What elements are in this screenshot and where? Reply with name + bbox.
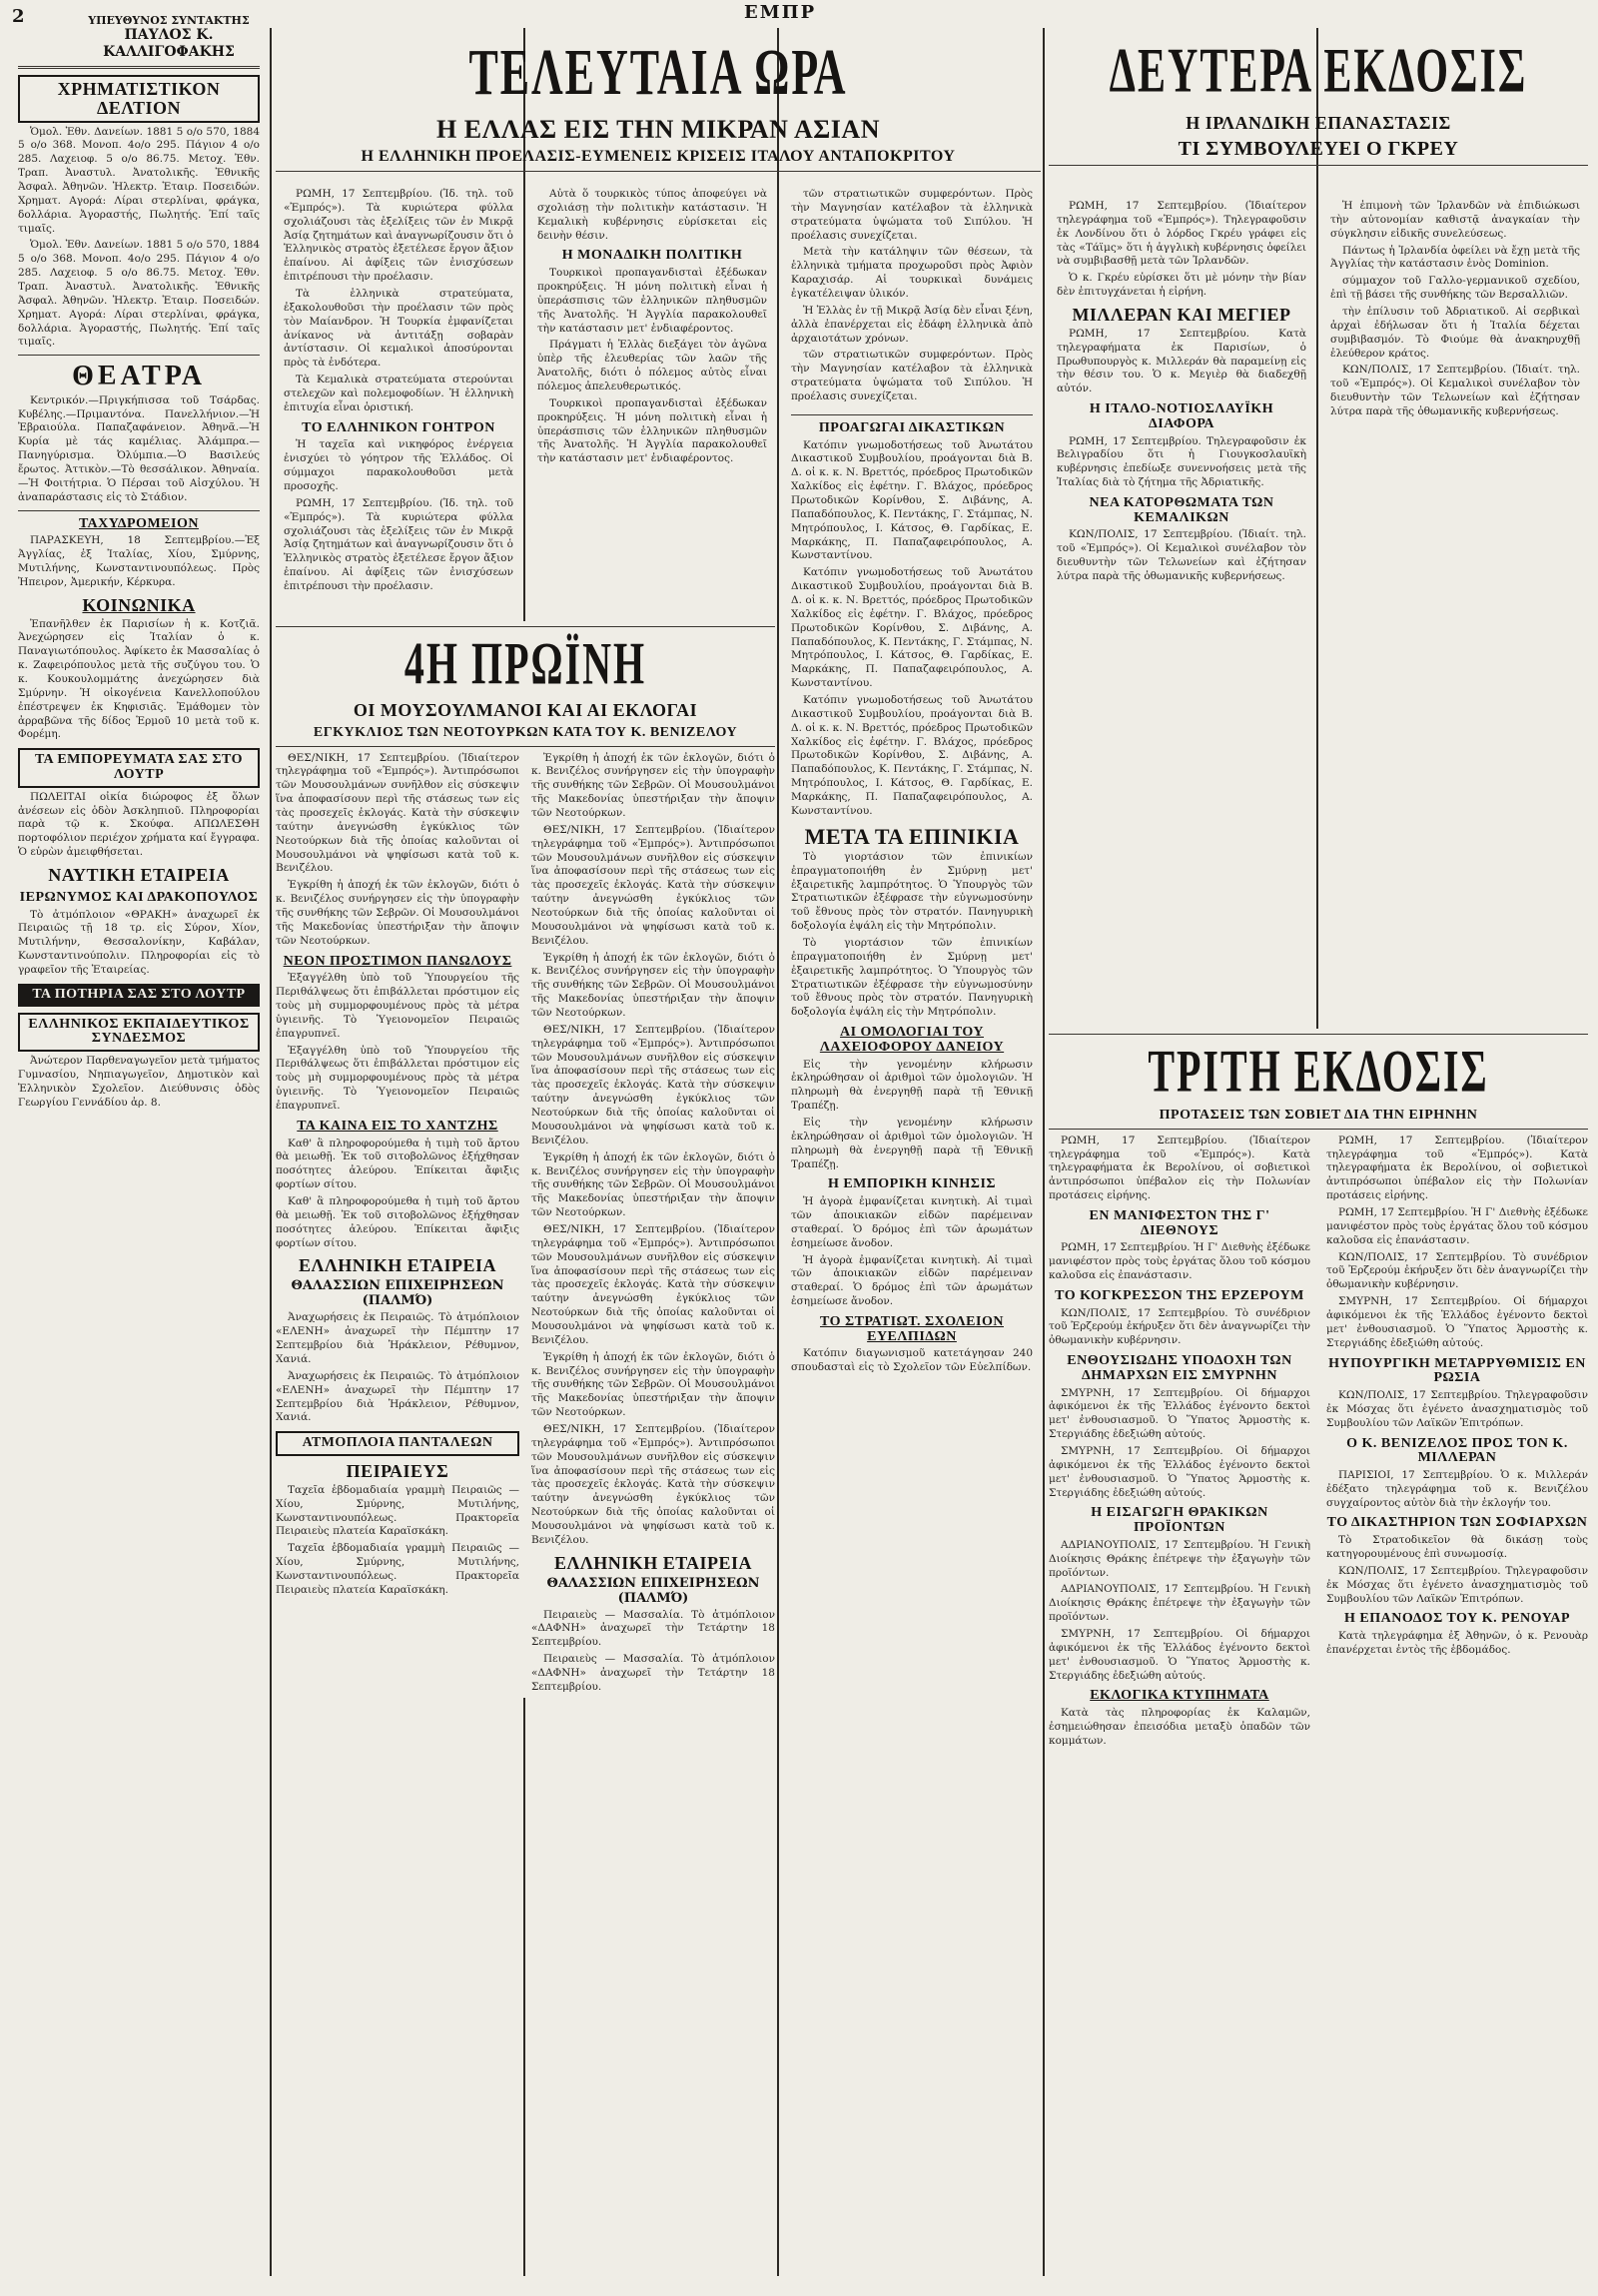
last-hour-banner bbox=[276, 28, 1041, 177]
post-text: ΠΑΡΑΣΚΕΥΗ, 18 Σεπτεμβρίου.—Ἐξ Ἀγγλίας, ἐξ Ἰταλίας, Χίου, Σμύρνης, Μυτιλήνης, Κωνσταντινουπόλεως. Πρὸς Ἠπειρον, Ἀμερικήν, Κέρκυρα. bbox=[18, 534, 260, 588]
commerce-text: Ἡ ἀγορὰ ἐμφανίζεται κινητικὴ. Αἱ τιμαὶ τῶν ἀποικιακῶν εἰδῶν παρέμειναν σταθεραί. Ὁ δρόμος ἐπὶ τῶν ἀρωμάτων ἐσημείωσε ἄνοδον. bbox=[791, 1253, 1033, 1308]
fourth-edition-text: Ἐγκρίθη ἡ ἀποχή ἐκ τῶν ἐκλογῶν, διότι ὁ κ. Βενιζέλος συνήργησεν εἰς τὴν ὑπογραφὴν τῆς συνθήκης τῶν Σεβρῶν. Οἱ Μουσουλμάνοι τῆς Μακεδονίας ὑπεστήριξαν τὴν ἄποψιν τῶν Νεοτούρκων. bbox=[276, 879, 519, 947]
shipping-text: Τὸ ἀτμόπλοιον «ΘΡΑΚΗ» ἀναχωρεῖ ἐκ Πειραιῶς τῇ 18 τρ. εἰς Σύρον, Χίον, Μυτιλήνην, Θεσσαλονίκην, Καβάλαν, Κωνσταντινούπολιν. Πληροφορίαι εἰς τὸ γραφεῖον τῆς Ἑταιρείας. bbox=[18, 908, 260, 977]
section-heading-finance: ΧΡΗΜΑΤΙΣΤΙΚΟΝ ΔΕΛΤΙΟΝ bbox=[18, 75, 260, 123]
ad-heading-education: ΕΛΛΗΝΙΚΟΣ ΕΚΠΑΙΔΕΥΤΙΚΟΣ ΣΥΝΔΕΣΜΟΣ bbox=[18, 1013, 260, 1052]
section-heading-court: ΠΡΟΑΓΩΓΑΙ ΔΙΚΑΣΤΙΚΩΝ bbox=[818, 419, 1006, 435]
divider bbox=[18, 510, 260, 511]
erzerum-text: ΚΩΝ/ΠΟΛΙΣ, 17 Σεπτεμβρίου. Τὸ συνέδριον τοῦ Ἐρζερούμ ἐκήρυξεν ὅτι δὲν ἀναγνωρίζει τὴν ὀθωμανικὴν κυβέρνησιν. bbox=[1049, 1306, 1310, 1347]
subheading-venizelos: Ο Κ. ΒΕΝΙΖΕΛΟΣ ΠΡΟΣ ΤΟΝ Κ. ΜΙΛΛΕΡΑΝ bbox=[1346, 1435, 1568, 1466]
venizelos-text: ΠΑΡΙΣΙΟΙ, 17 Σεπτεμβρίου. Ὁ κ. Μιλλεράν ἐδέξατο τηλεγράφημα τοῦ κ. Βενιζέλου συγχαίροντος αὐτὸν διὰ τὴν ἐκλογήν του. bbox=[1326, 1468, 1588, 1509]
third-edition-title: ΤΡΙΤΗ ΕΚΔΟΣΙΣ bbox=[1148, 1037, 1489, 1105]
article-text: ΡΩΜΗ, 17 Σεπτεμβρίου. (Ἰδ. τηλ. τοῦ «Ἐμπρός»). Τὰ κυριώτερα φύλλα σχολιάζουσι τὰς ἐξελίξεις τῶν ἐν Μικρᾷ Ἀσίᾳ ζητημάτων καὶ ἀναγνωρίζουσιν ὅτι ὁ Ἑλληνικὸς στρατὸς ἐξετέλεσε ἔργον ἄξιον ἐπαίνου. Αἱ ἀφίξεις τῶν ἐνισχύσεων ἐπιτρέπουσι τὴν προέλασιν. bbox=[284, 496, 513, 593]
ad-heading-greek-company-2: ΕΛΛΗΝΙΚΗ ΕΤΑΙΡΕΙΑ bbox=[553, 1552, 753, 1573]
divider bbox=[1049, 1034, 1588, 1035]
thrace-text: ΑΔΡΙΑΝΟΥΠΟΛΙΣ, 17 Σεπτεμβρίου. Ἡ Γενικὴ Διοίκησις Θράκης ἐπέτρεψε τὴν ἐξαγωγὴν τῶν προϊόντων. bbox=[1049, 1538, 1310, 1579]
divider bbox=[276, 626, 775, 627]
editor-name: ΠΑΥΛΟΣ Κ. ΚΑΛΛΙΓΟΦΑΚΗΣ bbox=[103, 27, 235, 60]
subheading-thrace: Η ΕΙΣΑΓΩΓΗ ΘΡΑΚΙΚΩΝ ΠΡΟΪΟΝΤΩΝ bbox=[1091, 1505, 1268, 1536]
greek-company-2-text: Πειραιεὺς — Μασσαλία. Τὸ ἀτμόπλοιον «ΔΑΦΝΗ» ἀναχωρεῖ τὴν Τετάρτην 18 Σεπτεμβρίου. bbox=[531, 1653, 775, 1693]
subheading-ministry: ΗΥΠΟΥΡΓΙΚΗ ΜΕΤΑΡΡΥΘΜΙΣΙΣ ΕΝ ΡΩΣΙΑ bbox=[1328, 1355, 1586, 1386]
section-heading-theatres: ΘΕΑΤΡΑ bbox=[72, 361, 206, 392]
pantaleon-text: Ταχεῖα ἑβδομαδιαία γραμμὴ Πειραιῶς — Χίου, Σμύρνης, Μυτιλήνης, Κωνσταντινουπόλεως. Πρακτορεῖα Πειραιεὺς πλατεία Καραϊσκάκη. bbox=[276, 1483, 519, 1538]
column-rule bbox=[1043, 28, 1045, 2276]
loans-text: Εἰς τὴν γενομένην κλήρωσιν ἐκληρώθησαν οἱ ἀριθμοὶ τῶν ὁμολογιῶν. Ἡ πληρωμὴ θὰ ἐνεργηθῇ παρὰ τῇ Ἐθνικῇ Τραπέζῃ. bbox=[791, 1058, 1033, 1113]
fourth-edition-title: 4Η ΠΡΩΪΝΗ bbox=[403, 629, 647, 697]
theatres-text: Κεντρικόν.—Πριγκήπισσα τοῦ Τσάρδας. Κυβέλης.—Πριμαντόνα. Πανελλήνιον.—Ἡ Ἐβραιούλα. Παπαζαφάνειον. Ἀθηνᾶ.—Ἡ Κυρία μὲ τάς καμέλιας. Ἀλάμπρα.—Πανηγύρισμα. Ὀλύμπια.—Ὁ Βασιλεύς ἔρωτος. Ἀττικὸν.—Τὸ θεσσάλικον. Ἀθηναία.—Ἡ Φοιτήτρια. Ὁ Πέρσαι τοῦ Αἰσχύλου. Ἡ ἀναπαράστασις εἰς τὸ Στάδιον. bbox=[18, 393, 260, 503]
article-text: Πράγματι ἡ Ἑλλὰς διεξάγει τὸν ἀγῶνα ὑπὲρ τῆς ἐλευθερίας τῶν λαῶν τῆς Ἀνατολῆς, διότι ὁ πόλεμος αὐτὸς εἶναι πόλεμος ἀπελευθερωτικός. bbox=[537, 339, 767, 392]
fourth-edition-text: ΘΕΣ/ΝΙΚΗ, 17 Σεπτεμβρίου. (Ἰδιαίτερον τηλεγράφημα τοῦ «Ἐμπρός»). Ἀντιπρόσωποι τῶν Μουσουλμάνων συνῆλθον εἰς σύσκεψιν ἵνα ἀποφασίσουν περὶ τῆς στάσεως των εἰς τὰς προσεχεῖς ἐκλογάς. Κατὰ τὴν σύσκεψιν ταύτην ἀνεγνώσθη ἐγκύκλιος τῶν Νεοτούρκων διὰ τῆς ὁποίας καλοῦνται οἱ Μουσουλμάνοι νὰ ψηφίσωσι κατὰ τοῦ κ. Βενιζέλου. bbox=[531, 1023, 775, 1147]
divider bbox=[18, 355, 260, 356]
banner-headline-asia: Η ΕΛΛΑΣ ΕΙΣ ΤΗΝ ΜΙΚΡΑΝ ΑΣΙΑΝ bbox=[436, 115, 880, 145]
article-text: Τουρκικοὶ προπαγανδισταὶ ἐξέδωκαν προκηρύξεις. Ἡ μόνη πολιτικὴ εἶναι ἡ ὑπεράσπισις τῶν ἑλληνικῶν πληθυσμῶν τῆς Ἀνατολῆς. Ἡ Ἀγγλία παρακολουθεῖ τὴν κατάστασιν μετ' ἐνδιαφέροντος. bbox=[537, 267, 767, 335]
pantaleon-text: Ταχεῖα ἑβδομαδιαία γραμμὴ Πειραιῶς — Χίου, Σμύρνης, Μυτιλήνης, Κωνσταντινουπόλεως. Πρακτορεῖα Πειραιεὺς πλατεία Καραϊσκάκη. bbox=[276, 1542, 519, 1596]
article-text: τῶν στρατιωτικῶν συμφερόντων. Πρὸς τὴν Μαγνησίαν κατέλαβον τὰ ἑλληνικὰ στρατεύματα ὑψώματα τοῦ Σιπύλου. Ἡ προέλασις συνεχίζεται. bbox=[791, 188, 1033, 242]
column-5 bbox=[1047, 200, 1316, 1019]
smyrna-text: ΣΜΥΡΝΗ, 17 Σεπτεμβρίου. Οἱ δήμαρχοι ἀφικόμενοι ἐκ τῆς Ἑλλάδος ἐγένοντο δεκτοὶ μετ' ἐνθουσιασμοῦ. Ὁ Ὕπατος Ἁρμοστὴς κ. Στεργιάδης ἐδεξιώθη αὐτούς. bbox=[1049, 1627, 1310, 1682]
fourth-edition-block bbox=[276, 621, 775, 1698]
ad-subheading-greek-company: ΘΑΛΑΣΣΙΩΝ ΕΠΙΧΕΙΡΗΣΕΩΝ (ΠΑΛΜΌ) bbox=[291, 1278, 504, 1309]
fourth-edition-text: ΘΕΣ/ΝΙΚΗ, 17 Σεπτεμβρίου. (Ἰδιαίτερον τηλεγράφημα τοῦ «Ἐμπρός»). Ἀντιπρόσωποι τῶν Μουσουλμάνων συνῆλθον εἰς σύσκεψιν ἵνα ἀποφασίσουν περὶ τῆς στάσεως των εἰς τὰς προσεχεῖς ἐκλογάς. Κατὰ τὴν σύσκεψιν ταύτην ἀνεγνώσθη ἐγκύκλιος τῶν Νεοτούρκων διὰ τῆς ὁποίας καλοῦνται οἱ Μουσουλμάνοι νὰ ψηφίσωσι κατὰ τοῦ κ. Βενιζέλου. bbox=[276, 751, 519, 875]
article-text: Ἡ ἐπιμονὴ τῶν Ἰρλανδῶν νὰ ἐπιδιώκωσι τὴν αὐτονομίαν καθιστᾷ ἀναγκαίαν τὴν σύγκλησιν εἰδικῆς συνελεύσεως. bbox=[1330, 200, 1580, 240]
erzerum-text: ΚΩΝ/ΠΟΛΙΣ, 17 Σεπτεμβρίου. Τὸ συνέδριον τοῦ Ἐρζερούμ ἐκήρυξεν ὅτι δὲν ἀναγνωρίζει τὴν ὀθωμανικὴν κυβέρνησιν. bbox=[1326, 1250, 1588, 1291]
election-text: Κατὰ τὰς πληροφορίας ἐκ Καλαμῶν, ἐσημειώθησαν ἐπεισόδια μεταξὺ ὀπαδῶν τῶν κομμάτων. bbox=[1049, 1707, 1310, 1747]
section-heading-loans: ΑΙ ΟΜΟΛΟΓΙΑΙ ΤΟΥ ΛΑΧΕΙΟΦΟΡΟΥ ΔΑΝΕΙΟΥ bbox=[819, 1025, 1005, 1055]
manifesto-text: ΡΩΜΗ, 17 Σεπτεμβρίου. Ἡ Γ' Διεθνὴς ἐξέδωκε μανιφέστον πρὸς τοὺς ἐργάτας ὅλου τοῦ κόσμου καλοῦσα εἰς ἐπανάστασιν. bbox=[1049, 1241, 1310, 1282]
court-text: Κατόπιν γνωμοδοτήσεως τοῦ Ἀνωτάτου Δικαστικοῦ Συμβουλίου, προάγονται διὰ Β. Δ. οἱ κ. κ. Ν. Βρεττός, πρόεδρος Πρωτοδικῶν Χαλκίδος εἰς ἐφέτην. Γ. Βλάχος, πρόεδρος Πρωτοδικῶν Κορίνθου, Σ. Διβάνης, Α. Παπαδόπουλος, Κ. Πεντάκης, Γ. Στάμπας, Ν. Μητρόπουλος, Ι. Κάτσος, Θ. Γαρδίκας, Ε. Μαρκάκης, Π. Παπαζαφειρόπουλος, Α. Κωνσταντίνου. bbox=[791, 694, 1034, 817]
army-text: Κατόπιν διαγωνισμοῦ κατετάγησαν 240 σπουδασταὶ εἰς τὸ Σχολεῖον τῶν Εὐελπίδων. bbox=[791, 1347, 1033, 1374]
column-rule bbox=[270, 28, 272, 2276]
subheading-italo: Η ΙΤΑΛΟ-ΝΟΤΙΟΣΛΑΥΪΚΗ ΔΙΑΦΟΡΑ bbox=[1089, 401, 1274, 431]
divider bbox=[1049, 165, 1588, 166]
fourth-edition-headline: ΟΙ ΜΟΥΣΟΥΛΜΑΝΟΙ ΚΑΙ ΑΙ ΕΚΛΟΓΑΙ bbox=[353, 700, 698, 720]
column-1 bbox=[8, 14, 270, 2276]
ad-heading-greek-company: ΕΛΛΗΝΙΚΗ ΕΤΑΙΡΕΙΑ bbox=[298, 1255, 497, 1276]
renouard-text: Κατὰ τηλεγράφημα ἐξ Ἀθηνῶν, ὁ κ. Ρενουὰρ ἐπανέρχεται ἐντὸς τῆς ἑβδομάδος. bbox=[1326, 1630, 1588, 1657]
court-text: Κατόπιν γνωμοδοτήσεως τοῦ Ἀνωτάτου Δικαστικοῦ Συμβουλίου, προάγονται διὰ Β. Δ. οἱ κ. κ. Ν. Βρεττός, πρόεδρος Πρωτοδικῶν Χαλκίδος εἰς ἐφέτην. Γ. Βλάχος, πρόεδρος Πρωτοδικῶν Κορίνθου, Σ. Διβάνης, Α. Παπαδόπουλος, Κ. Πεντάκης, Γ. Στάμπας, Ν. Μητρόπουλος, Ι. Κάτσος, Θ. Γαρδίκας, Ε. Μαρκάκης, Π. Παπαζαφειρόπουλος, Α. Κωνσταντίνου. bbox=[791, 566, 1034, 690]
fourth-edition-text: ΘΕΣ/ΝΙΚΗ, 17 Σεπτεμβρίου. (Ἰδιαίτερον τηλεγράφημα τοῦ «Ἐμπρός»). Ἀντιπρόσωποι τῶν Μουσουλμάνων συνῆλθον εἰς σύσκεψιν ἵνα ἀποφασίσουν περὶ τῆς στάσεως των εἰς τὰς προσεχεῖς ἐκλογάς. Κατὰ τὴν σύσκεψιν ταύτην ἀνεγνώσθη ἐγκύκλιος τῶν Νεοτούρκων διὰ τῆς ὁποίας καλοῦνται οἱ Μουσουλμάνοι νὰ ψηφίσωσι κατὰ τοῦ κ. Βενιζέλου. bbox=[531, 1222, 775, 1346]
fourth-edition-text: Ἐγκρίθη ἡ ἀποχή ἐκ τῶν ἐκλογῶν, διότι ὁ κ. Βενιζέλος συνήργησεν εἰς τὴν ὑπογραφὴν τῆς συνθήκης τῶν Σεβρῶν. Οἱ Μουσουλμάνοι τῆς Μακεδονίας ὑπεστήριξαν τὴν ἄποψιν τῶν Νεοτούρκων. bbox=[531, 1150, 775, 1219]
column-6 bbox=[1320, 200, 1590, 1019]
bread-text: Καθ' ἃ πληροφορούμεθα ἡ τιμὴ τοῦ ἄρτου θὰ μειωθῇ. Ἐκ τοῦ σιτοβολῶνος ἐξήχθησαν ποσότητες ἀλεύρου. Ἐπίκειται ἄφιξις φορτίων σίτου. bbox=[276, 1137, 519, 1191]
second-edition-banner bbox=[1049, 28, 1588, 171]
ad-heading-shipping-owners: ΙΕΡΩΝΥΜΟΣ ΚΑΙ ΔΡΑΚΟΠΟΥΛΟΣ bbox=[19, 889, 259, 905]
divider bbox=[18, 66, 260, 69]
article-text: τῶν στρατιωτικῶν συμφερόντων. Πρὸς τὴν Μαγνησίαν κατέλαβον τὰ ἑλληνικὰ στρατεύματα ὑψώματα τοῦ Σιπύλου. Ἡ προέλασις συνεχίζεται. bbox=[791, 349, 1033, 403]
kemal-text: ΚΩΝ/ΠΟΛΙΣ, 17 Σεπτεμβρίου. (Ἰδιαίτ. τηλ. τοῦ «Ἐμπρός»). Οἱ Κεμαλικοὶ συνέλαβον τὸν διευθυντὴν τῶν Τελωνείων καὶ ἐζήτησαν λύτρα παρὰ τῆς ὀθωμανικῆς κυβερνήσεως. bbox=[1330, 364, 1580, 418]
article-text: Τουρκικοὶ προπαγανδισταὶ ἐξέδωκαν προκηρύξεις. Ἡ μόνη πολιτικὴ εἶναι ἡ ὑπεράσπισις τῶν ἑλληνικῶν πληθυσμῶν τῆς Ἀνατολῆς. Ἡ Ἀγγλία παρακολουθεῖ τὴν κατάστασιν μετ' ἐνδιαφέροντος. bbox=[537, 396, 767, 465]
sanitary-text: Ἐξαγγέλθη ὑπὸ τοῦ Ὑπουργείου τῆς Περιθάλψεως ὅτι ἐπιβάλλεται πρόστιμον εἰς τοὺς μὴ συμμορφουμένους πρὸς τὰ μέτρα ὑγιεινῆς. Τὸ Ὑγειονομεῖον Πειραιῶς ἐπαγρυπνεῖ. bbox=[276, 1044, 519, 1113]
subheading-election: ΕΚΛΟΓΙΚΑ ΚΤΥΠΗΜΑΤΑ bbox=[1090, 1688, 1269, 1704]
article-text: Ἡ Ἑλλὰς ἐν τῇ Μικρᾷ Ἀσίᾳ δὲν εἶναι ξένη, ἀλλὰ ἐπανέρχεται εἰς ἐδάφη ἑλληνικὰ ἀπὸ ἀρχαιοτάτων χρόνων. bbox=[791, 304, 1033, 345]
editor-label: ΥΠΕΥΘΥΝΟΣ ΣΥΝΤΑΚΤΗΣ bbox=[88, 14, 250, 27]
article-text: ΡΩΜΗ, 17 Σεπτεμβρίου. (Ἰδιαίτερον τηλεγράφημα τοῦ «Ἐμπρός»). Τηλεγραφοῦσιν ἐκ Λονδίνου ὅτι ὁ λόρδος Γκρέυ γράφει εἰς τὰς «Τάϊμς» ὅτι ἡ ἀγγλικὴ κυβέρνησις ὀφείλει νὰ συμβιβασθῇ μετὰ τῶν Ἰρλανδῶν. bbox=[1057, 200, 1306, 268]
greek-company-2-text: Πειραιεὺς — Μασσαλία. Τὸ ἀτμόπλοιον «ΔΑΦΝΗ» ἀναχωρεῖ τὴν Τετάρτην 18 Σεπτεμβρίου. bbox=[531, 1608, 775, 1649]
article-text: ΡΩΜΗ, 17 Σεπτεμβρίου. Τηλεγραφοῦσιν ἐκ Βελιγραδίου ὅτι ἡ Γιουγκοσλαυϊκὴ κυβέρνησις ἐπεδίωξε συνεννοήσεις μετὰ τῆς Ἰταλίας διὰ τὸ ζήτημα τῆς Ἀδριατικῆς. bbox=[1057, 434, 1306, 489]
court-text: Κατόπιν γνωμοδοτήσεως τοῦ Ἀνωτάτου Δικαστικοῦ Συμβουλίου, προάγονται διὰ Β. Δ. οἱ κ. κ. Ν. Βρεττός, πρόεδρος Πρωτοδικῶν Χαλκίδος εἰς ἐφέτην. Γ. Βλάχος, πρόεδρος Πρωτοδικῶν Κορίνθου, Σ. Διβάνης, Α. Παπαδόπουλος, Κ. Πεντάκης, Γ. Στάμπας, Ν. Μητρόπουλος, Ι. Κάτσος, Θ. Γαρδίκας, Ε. Μαρκάκης, Π. Παπαζαφειρόπουλος, Α. Κωνσταντίνου. bbox=[791, 438, 1034, 562]
page-number: 2 bbox=[12, 6, 25, 27]
article-text: σύμμαχον τοῦ Γαλλο-γερμανικοῦ σχεδίου, ἐπὶ τῇ βάσει τῆς συνθήκης τῶν Βερσαλλιῶν. bbox=[1330, 275, 1580, 302]
fourth-edition-text: Ἐγκρίθη ἡ ἀποχή ἐκ τῶν ἐκλογῶν, διότι ὁ κ. Βενιζέλος συνήργησεν εἰς τὴν ὑπογραφὴν τῆς συνθήκης τῶν Σεβρῶν. Οἱ Μουσουλμάνοι τῆς Μακεδονίας ὑπεστήριξαν τὴν ἄποψιν τῶν Νεοτούρκων. bbox=[531, 951, 775, 1020]
ministry-text: ΚΩΝ/ΠΟΛΙΣ, 17 Σεπτεμβρίου. Τηλεγραφοῦσιν ἐκ Μόσχας ὅτι ἐγένετο ἀνασχηματισμὸς τοῦ Συμβουλίου τῶν Λαϊκῶν Ἐπιτρόπων. bbox=[1326, 1388, 1588, 1429]
subheading-renouard: Η ΕΠΑΝΟΔΟΣ ΤΟΥ Κ. ΡΕΝΟΥΑΡ bbox=[1343, 1611, 1571, 1627]
social-text: Ἐπανῆλθεν ἐκ Παρισίων ἡ κ. Κοτζιᾶ. Ἀνεχώρησεν εἰς Ἰταλίαν ὁ κ. Παναγιωτόπουλος. Ἀφίκετο ἐκ Μασσαλίας ὁ κ. Ζαφειρόπουλος μετὰ τῆς συζύγου του. Ὁ κ. Κουκουλομμάτης ἀνεχώρησεν διὰ Σμύρνην. Ἡ οἰκογένεια Κανελλοπούλου ἐπέστρεψεν ἐκ Κηφισιᾶς. Ἐμάθομεν τὸν ἀρραβῶνα τῆς δίδος Ἑρμοῦ 10 μετὰ τοῦ κ. Φορέμη. bbox=[18, 617, 260, 741]
section-heading-commerce: Η ΕΜΠΟΡΙΚΗ ΚΙΝΗΣΙΣ bbox=[827, 1176, 997, 1192]
fourth-edition-text: Ἐγκρίθη ἡ ἀποχή ἐκ τῶν ἐκλογῶν, διότι ὁ κ. Βενιζέλος συνήργησεν εἰς τὴν ὑπογραφὴν τῆς συνθήκης τῶν Σεβρῶν. Οἱ Μουσουλμάνοι τῆς Μακεδονίας ὑπεστήριξαν τὴν ἄποψιν τῶν Νεοτούρκων. bbox=[531, 1350, 775, 1419]
ad-heading-loutra-glasses: ΤΑ ΠΟΤΗΡΙΑ ΣΑΣ ΣΤΟ ΛΟΥΤΡ bbox=[18, 984, 260, 1007]
subheading-policy: Η ΜΟΝΑΔΙΚΗ ΠΟΛΙΤΙΚΗ bbox=[561, 248, 743, 264]
column-3 bbox=[527, 188, 777, 617]
kemal-text: ΚΩΝ/ΠΟΛΙΣ, 17 Σεπτεμβρίου. (Ἰδιαίτ. τηλ. τοῦ «Ἐμπρός»). Οἱ Κεμαλικοὶ συνέλαβον τὸν διευθυντὴν τῶν Τελωνείων καὶ ἐζήτησαν λύτρα παρὰ τῆς ὀθωμανικῆς κυβερνήσεως. bbox=[1057, 528, 1306, 582]
article-text: τὴν ἐπίλυσιν τοῦ Ἀδριατικοῦ. Αἱ σερβικαὶ ἀρχαὶ ἐδήλωσαν ὅτι ἡ Ἰταλία δέχεται συμβιβασμόν. Τὸ Φιούμε θὰ ἀνακηρυχθῇ ἐλεύθερον κράτος. bbox=[1330, 306, 1580, 360]
divider bbox=[791, 414, 1033, 415]
third-edition-text: ΡΩΜΗ, 17 Σεπτεμβρίου. (Ἰδιαίτερον τηλεγράφημα τοῦ «Ἐμπρός»). Κατὰ τηλεγραφήματα ἐκ Βερολίνου, οἱ σοβιετικοὶ ἀντιπρόσωποι ὑπέβαλον εἰς τὴν Πολωνίαν προτάσεις εἰρήνης. bbox=[1326, 1134, 1588, 1202]
ad-heading-pantaleon: ΑΤΜΟΠΛΟΙΑ ΠΑΝΤΑΛΕΩΝ bbox=[276, 1431, 519, 1456]
article-text: ΡΩΜΗ, 17 Σεπτεμβρίου. (Ἰδ. τηλ. τοῦ «Ἐμπρός»). Τὰ κυριώτερα φύλλα σχολιάζουσι τὰς ἐξελίξεις τῶν ἐν Μικρᾷ Ἀσίᾳ ζητημάτων καὶ ἀναγνωρίζουσιν ὅτι ὁ Ἑλληνικὸς στρατὸς ἐξετέλεσε ἔργον ἄξιον ἐπαίνου. Αἱ ἀφίξεις τῶν ἐνισχύσεων ἐπιτρέπουσι τὴν προέλασιν. bbox=[284, 188, 513, 284]
bread-text: Καθ' ἃ πληροφορούμεθα ἡ τιμὴ τοῦ ἄρτου θὰ μειωθῇ. Ἐκ τοῦ σιτοβολῶνος ἐξήχθησαν ποσότητες ἀλεύρου. Ἐπίκειται ἄφιξις φορτίων σίτου. bbox=[276, 1195, 519, 1249]
divider bbox=[276, 171, 1041, 172]
editor-box bbox=[78, 14, 260, 61]
article-text: Αὐτὰ ὅ τουρκικὸς τύπος ἀποφεύγει νὰ σχολιάσῃ τὴν πολιτικὴν κατάστασιν. Ἡ Κεμαλικὴ κυβέρνησις εὑρίσκεται εἰς δεινὴν θέσιν. bbox=[537, 188, 767, 242]
article-text: Πάντως ἡ Ἰρλανδία ὀφείλει νὰ ἔχῃ μετὰ τῆς Ἀγγλίας τὴν κατάστασιν ἑνὸς Dominion. bbox=[1330, 244, 1580, 271]
fourth-edition-text: ΘΕΣ/ΝΙΚΗ, 17 Σεπτεμβρίου. (Ἰδιαίτερον τηλεγράφημα τοῦ «Ἐμπρός»). Ἀντιπρόσωποι τῶν Μουσουλμάνων συνῆλθον εἰς σύσκεψιν ἵνα ἀποφασίσουν περὶ τῆς στάσεως των εἰς τὰς προσεχεῖς ἐκλογάς. Κατὰ τὴν σύσκεψιν ταύτην ἀνεγνώσθη ἐγκύκλιος τῶν Νεοτούρκων διὰ τῆς ὁποίας καλοῦνται οἱ Μουσουλμάνοι νὰ ψηφίσωσι κατὰ τοῦ κ. Βενιζέλου. bbox=[531, 1422, 775, 1546]
third-edition-block bbox=[1049, 1029, 1588, 2276]
commerce-text: Ἡ ἀγορὰ ἐμφανίζεται κινητικὴ. Αἱ τιμαὶ τῶν ἀποικιακῶν εἰδῶν παρέμειναν σταθεραί. Ὁ δρόμος ἐπὶ τῶν ἀρωμάτων ἐσημείωσε ἄνοδον. bbox=[791, 1195, 1033, 1249]
section-heading-post: ΤΑΧΥΔΡΟΜΕΙΟΝ bbox=[79, 515, 199, 531]
subheading-smyrna: ΕΝΘΟΥΣΙΩΔΗΣ ΥΠΟΔΟΧΗ ΤΩΝ ΔΗΜΑΡΧΩΝ ΕΙΣ ΣΜΥΡΝΗΝ bbox=[1067, 1353, 1292, 1383]
third-edition-text: ΡΩΜΗ, 17 Σεπτεμβρίου. (Ἰδιαίτερον τηλεγράφημα τοῦ «Ἐμπρός»). Κατὰ τηλεγραφήματα ἐκ Βερολίνου, οἱ σοβιετικοὶ ἀντιπρόσωποι ὑπέβαλον εἰς τὴν Πολωνίαν προτάσεις εἰρήνης. bbox=[1049, 1134, 1310, 1202]
article-text: Τὰ ἑλληνικὰ στρατεύματα, ἐξακολουθοῦσι τὴν προέλασιν τῶν πρὸς τὸν Μαίανδρον. Ἡ Τουρκία ἐμφανίζεται ἀνίκανος νὰ ἀντιτάξῃ σοβαρὰν ἀντίστασιν. Οἱ κεμαλικοὶ ἀποσύρονται πρὸς τὰ ἐνδότερα. bbox=[284, 288, 513, 370]
subheading-bread: ΤΑ ΚΑΙΝΑ ΕΙΣ ΤΟ ΧΑΝΤΖΗΣ bbox=[297, 1118, 498, 1134]
education-text: Ἀνώτερον Παρθεναγωγεῖον μετὰ τμήματος Γυμνασίου, Νηπιαγωγεῖον, Δημοτικὸν καὶ Ἑλληνικὸν Σχολεῖον. Διεύθυνσις ὁδὸς Γεωργίου Γεννάδίου ἀρ. 8. bbox=[18, 1054, 260, 1109]
article-text: Τὰ Κεμαλικὰ στρατεύματα στερούνται στελεχῶν καὶ πολεμοφοδίων. Ἡ ἑλληνικὴ ἐπιτυχία εἶναι ὁριστική. bbox=[284, 374, 513, 413]
subheading-kemalists: ΝΕΑ ΚΑΤΟΡΘΩΜΑΤΑ ΤΩΝ ΚΕΜΑΛΙΚΩΝ bbox=[1089, 495, 1274, 525]
banner-headline-advance: Η ΕΛΛΗΝΙΚΗ ΠΡΟΕΛΑΣΙΣ-ΕΥΜΕΝΕΙΣ ΚΡΙΣΕΙΣ ΙΤΑΛΟΥ ΑΝΤΑΠΟΚΡΙΤΟΥ bbox=[361, 148, 956, 166]
ad-heading-loutra: ΤΑ ΕΜΠΟΡΕΥΜΑΤΑ ΣΑΣ ΣΤΟ ΛΟΥΤΡ bbox=[18, 748, 260, 787]
victories-text: Τὸ γιορτάσιον τῶν ἐπινικίων ἐπραγματοποιήθη ἐν Σμύρνῃ μετ' ἐξαιρετικῆς λαμπρότητος. Ὁ Ὑπουργὸς τῶν Στρατιωτικῶν ἐξέφρασε τὴν εὐγνωμοσύνην τοῦ ἔθνους πρὸς τὸν στρατόν. Πανηγυρικὴ δοξολογία ἐψάλη εἰς τὴν Μητρόπολιν. bbox=[791, 937, 1033, 1019]
subheading-prestige: ΤΟ ΕΛΛΗΝΙΚΟΝ ΓΟΗΤΡΟΝ bbox=[302, 419, 495, 435]
smyrna-text: ΣΜΥΡΝΗ, 17 Σεπτεμβρίου. Οἱ δήμαρχοι ἀφικόμενοι ἐκ τῆς Ἑλλάδος ἐγένοντο δεκτοὶ μετ' ἐνθουσιασμοῦ. Ὁ Ὕπατος Ἁρμοστὴς κ. Στεργιάδης ἐδεξιώθη αὐτούς. bbox=[1326, 1295, 1588, 1349]
second-edition-subheadline: ΤΙ ΣΥΜΒΟΥΛΕΥΕΙ Ο ΓΚΡΕΥ bbox=[1178, 137, 1459, 160]
victories-text: Τὸ γιορτάσιον τῶν ἐπινικίων ἐπραγματοποιήθη ἐν Σμύρνῃ μετ' ἐξαιρετικῆς λαμπρότητος. Ὁ Ὑπουργὸς τῶν Στρατιωτικῶν ἐξέφρασε τὴν εὐγνωμοσύνην τοῦ ἔθνους πρὸς τὸν στρατόν. Πανηγυρικὴ δοξολογία ἐψάλη εἰς τὴν Μητρόπολιν. bbox=[791, 850, 1033, 933]
finance-text: Ὁμολ. Ἐθν. Δανείων. 1881 5 ο/ο 570, 1884 5 ο/ο 368. Μονοπ. 4ο/ο 295. Πάγιον 4 ο/ο 285. Λαχειοφ. 5 ο/ο 86.75. Μετοχ. Ἐθν. Τραπ. Ἀναστυλ. Ἀνατολικῆς. Ἐθνικῆς Ἀσφαλ. Ἀθηνῶν. Ἠλεκτρ. Ἑταιρ. Ποσειδών. Χρηματ. Αγορά: Λίραι στερλίναι, φράγκα, δολλάρια. Ἀγοραστής, Πωλητής. Ἐπί ταῖς τιμαῖς. bbox=[18, 125, 260, 235]
subheading-sanitary: ΝΕΟΝ ΠΡΟΣΤΙΜΟΝ ΠΑΝΩΛΟΥΣ bbox=[283, 953, 512, 969]
subheading-millerand: ΜΙΛΛΕΡΑΝ ΚΑΙ ΜΕΓΙΕΡ bbox=[1072, 305, 1291, 326]
masthead-fragment: ΕΜΠΡ bbox=[744, 2, 817, 23]
greek-company-text: Ἀναχωρήσεις ἐκ Πειραιῶς. Τὸ ἀτμόπλοιον «ΕΛΕΝΗ» ἀναχωρεῖ τὴν Πέμπτην 17 Σεπτεμβρίου διὰ Ἡράκλειον, Ρέθυμνον, Χανιά. bbox=[276, 1369, 519, 1424]
fourth-edition-text: Ἐγκρίθη ἡ ἀποχή ἐκ τῶν ἐκλογῶν, διότι ὁ κ. Βενιζέλος συνήργησεν εἰς τὴν ὑπογραφὴν τῆς συνθήκης τῶν Σεβρῶν. Οἱ Μουσουλμάνοι τῆς Μακεδονίας ὑπεστήριξαν τὴν ἄποψιν τῶν Νεοτούρκων. bbox=[531, 751, 775, 820]
loutra-text: ΠΩΛΕΙΤΑΙ οἰκία διώροφος ἐξ ὅλων ἀνέσεων εἰς ὁδὸν Ἀσκληπιοῦ. Πληροφορίαι παρὰ τῷ κ. Σκούφα. ΑΠΩΛΕΣΘΗ πορτοφόλιον περιέχον χρήματα καί ἔγγραφα. Ὁ εὑρὼν ἀμειφθήσεται. bbox=[18, 790, 260, 859]
greek-company-text: Ἀναχωρήσεις ἐκ Πειραιῶς. Τὸ ἀτμόπλοιον «ΕΛΕΝΗ» ἀναχωρεῖ τὴν Πέμπτην 17 Σεπτεμβρίου διὰ Ἡράκλειον, Ρέθυμνον, Χανιά. bbox=[276, 1311, 519, 1365]
second-edition-headline: Η ΙΡΛΑΝΔΙΚΗ ΕΠΑΝΑΣΤΑΣΙΣ bbox=[1186, 113, 1451, 134]
last-hour-title: ΤΕΛΕΥΤΑΙΑ ΩΡΑ bbox=[468, 35, 848, 109]
subheading-manifesto: ΕΝ ΜΑΝΙΦΕΣΤΟΝ ΤΗΣ Γ' ΔΙΕΘΝΟΥΣ bbox=[1089, 1207, 1270, 1238]
subheading-tribunal: ΤΟ ΔΙΚΑΣΤΗΡΙΟΝ ΤΩΝ ΣΟΦΙΑΡΧΩΝ bbox=[1326, 1515, 1588, 1531]
section-heading-social: ΚΟΙΝΩΝΙΚΑ bbox=[82, 594, 196, 615]
fourth-edition-text: ΘΕΣ/ΝΙΚΗ, 17 Σεπτεμβρίου. (Ἰδιαίτερον τηλεγράφημα τοῦ «Ἐμπρός»). Ἀντιπρόσωποι τῶν Μουσουλμάνων συνῆλθον εἰς σύσκεψιν ἵνα ἀποφασίσουν περὶ τῆς στάσεως των εἰς τὰς προσεχεῖς ἐκλογάς. Κατὰ τὴν σύσκεψιν ταύτην ἀνεγνώσθη ἐγκύκλιος τῶν Νεοτούρκων διὰ τῆς ὁποίας καλοῦνται οἱ Μουσουλμάνοι νὰ ψηφίσωσι κατὰ τοῦ κ. Βενιζέλου. bbox=[531, 823, 775, 947]
smyrna-text: ΣΜΥΡΝΗ, 17 Σεπτεμβρίου. Οἱ δήμαρχοι ἀφικόμενοι ἐκ τῆς Ἑλλάδος ἐγένοντο δεκτοὶ μετ' ἐνθουσιασμοῦ. Ὁ Ὕπατος Ἁρμοστὴς κ. Στεργιάδης ἐδεξιώθη αὐτούς. bbox=[1049, 1445, 1310, 1499]
section-heading-army: ΤΟ ΣΤΡΑΤΙΩΤ. ΣΧΟΛΕΙΟΝ ΕΥΕΛΠΙΔΩΝ bbox=[820, 1314, 1004, 1344]
fourth-edition-subheadline: ΕΓΚΥΚΛΙΟΣ ΤΩΝ ΝΕΟΤΟΥΡΚΩΝ ΚΑΤΑ ΤΟΥ Κ. ΒΕΝΙΖΕΛΟΥ bbox=[313, 724, 738, 740]
second-edition-title: ΔΕΥΤΕΡΑ ΕΚΔΟΣΙΣ bbox=[1109, 37, 1528, 107]
ministry-text: ΚΩΝ/ΠΟΛΙΣ, 17 Σεπτεμβρίου. Τηλεγραφοῦσιν ἐκ Μόσχας ὅτι ἐγένετο ἀνασχηματισμὸς τοῦ Συμβουλίου τῶν Λαϊκῶν Ἐπιτρόπων. bbox=[1326, 1564, 1588, 1605]
ad-subheading-greek-company-2: ΘΑΛΑΣΣΙΩΝ ΕΠΙΧΕΙΡΗΣΕΩΝ (ΠΑΛΜΌ) bbox=[546, 1575, 760, 1606]
divider bbox=[276, 746, 775, 747]
ad-heading-piraeus: ΠΕΙΡΑΙΕΥΣ bbox=[346, 1460, 449, 1481]
article-text: Ἡ ταχεῖα καὶ νικηφόρος ἐνέργεια ἐνισχύει τὸ γόητρον τῆς Ἑλλάδος. Οἱ σύμμαχοι παρακολουθοῦσι μετὰ προσοχῆς. bbox=[284, 438, 513, 493]
finance-text-continued: Ὁμολ. Ἐθν. Δανείων. 1881 5 ο/ο 570, 1884 5 ο/ο 368. Μονοπ. 4ο/ο 295. Πάγιον 4 ο/ο 285. Λαχειοφ. 5 ο/ο 86.75. Μετοχ. Ἐθν. Τραπ. Ἀναστυλ. Ἀνατολικῆς. Ἐθνικῆς Ἀσφαλ. Ἀθηνῶν. Ἠλεκτρ. Ἑταιρ. Ποσειδών. Χρηματ. Αγορά: Λίραι στερλίναι, φράγκα, δολλάρια. Ἀγοραστής, Πωλητής. Ἐπί ταῖς τιμαῖς. bbox=[18, 239, 260, 349]
sanitary-text: Ἐξαγγέλθη ὑπὸ τοῦ Ὑπουργείου τῆς Περιθάλψεως ὅτι ἐπιβάλλεται πρόστιμον εἰς τοὺς μὴ συμμορφουμένους πρὸς τὰ μέτρα ὑγιεινῆς. Τὸ Ὑγειονομεῖον Πειραιῶς ἐπαγρυπνεῖ. bbox=[276, 972, 519, 1040]
article-text: Ὁ κ. Γκρέυ εὑρίσκει ὅτι μὲ μόνην τὴν βίαν δὲν ἐπιτυγχάνεται ἡ εἰρήνη. bbox=[1057, 272, 1306, 299]
divider bbox=[1049, 1129, 1588, 1130]
section-heading-victories: ΜΕΤΑ ΤΑ ΕΠΙΝΙΚΙΑ bbox=[804, 823, 1020, 849]
thrace-text: ΑΔΡΙΑΝΟΥΠΟΛΙΣ, 17 Σεπτεμβρίου. Ἡ Γενικὴ Διοίκησις Θράκης ἐπέτρεψε τὴν ἐξαγωγὴν τῶν προϊόντων. bbox=[1049, 1583, 1310, 1624]
column-4 bbox=[781, 188, 1043, 2276]
third-edition-headline: ΠΡΟΤΑΣΕΙΣ ΤΩΝ ΣΟΒΙΕΤ ΔΙΑ ΤΗΝ ΕΙΡΗΝΗΝ bbox=[1159, 1108, 1478, 1123]
smyrna-text: ΣΜΥΡΝΗ, 17 Σεπτεμβρίου. Οἱ δήμαρχοι ἀφικόμενοι ἐκ τῆς Ἑλλάδος ἐγένοντο δεκτοὶ μετ' ἐνθουσιασμοῦ. Ὁ Ὕπατος Ἁρμοστὴς κ. Στεργιάδης ἐδεξιώθη αὐτούς. bbox=[1049, 1386, 1310, 1441]
manifesto-text: ΡΩΜΗ, 17 Σεπτεμβρίου. Ἡ Γ' Διεθνὴς ἐξέδωκε μανιφέστον πρὸς τοὺς ἐργάτας ὅλου τοῦ κόσμου καλοῦσα εἰς ἐπανάστασιν. bbox=[1326, 1205, 1588, 1246]
article-text: ΡΩΜΗ, 17 Σεπτεμβρίου. Κατὰ τηλεγραφήματα ἐκ Παρισίων, ὁ Πρωθυπουργὸς κ. Μιλλεράν θὰ παραμείνῃ εἰς τὴν θέσιν του. Ὁ κ. Μεγιὲρ θὰ διαδεχθῇ αὐτόν. bbox=[1057, 327, 1306, 395]
loans-text: Εἰς τὴν γενομένην κλήρωσιν ἐκληρώθησαν οἱ ἀριθμοὶ τῶν ὁμολογιῶν. Ἡ πληρωμὴ θὰ ἐνεργηθῇ παρὰ τῇ Ἐθνικῇ Τραπέζῃ. bbox=[791, 1117, 1033, 1170]
article-text: Μετὰ τὴν κατάληψιν τῶν θέσεων, τὰ ἑλληνικὰ τμήματα προχωροῦσι πρὸς Ἀφιὸν Καραχισάρ. Αἱ τουρκικαὶ δυνάμεις ἐγκατέλειψαν ὑλικόν. bbox=[791, 246, 1033, 301]
ad-heading-shipping: ΝΑΥΤΙΚΗ ΕΤΑΙΡΕΙΑ bbox=[48, 865, 230, 885]
column-rule bbox=[777, 28, 779, 2276]
tribunal-text: Τὸ Στρατοδικεῖον θὰ δικάσῃ τοὺς κατηγορουμένους ἐπὶ συνωμοσίᾳ. bbox=[1326, 1534, 1588, 1561]
subheading-erzerum: ΤΟ ΚΟΓΚΡΕΣΣΟΝ ΤΗΣ ΕΡΖΕΡΟΥΜ bbox=[1055, 1287, 1304, 1303]
